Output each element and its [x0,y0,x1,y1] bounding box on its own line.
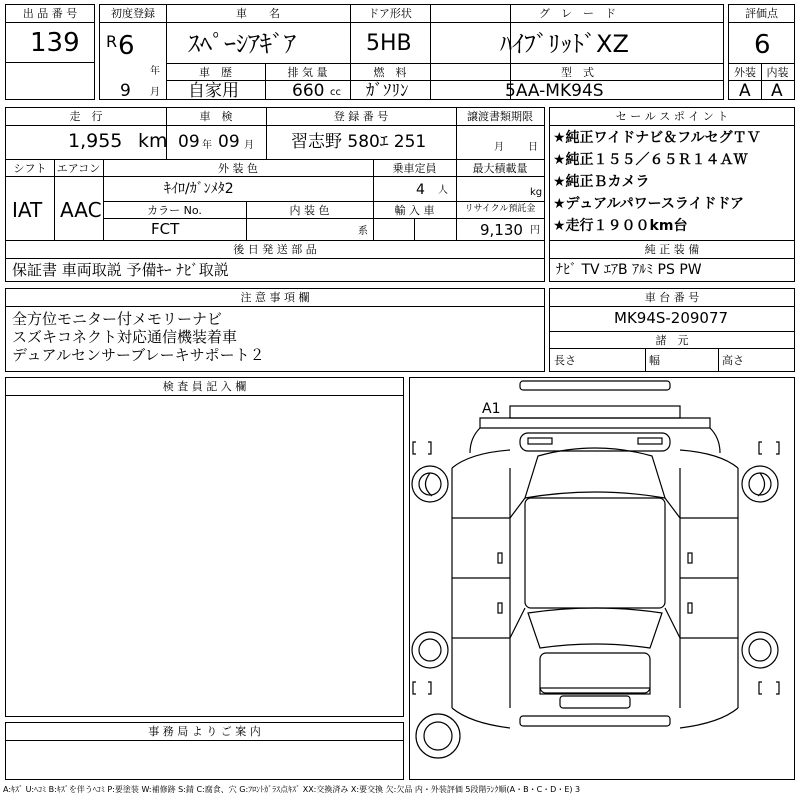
width-label: 幅 [649,354,660,367]
recycle-label: リサイクル預託金 [464,204,536,214]
inspector-box [5,377,404,717]
chassis-value: MK94S-209077 [614,309,729,327]
car-outline-diagram [410,378,794,779]
displacement-value: 660 [292,81,325,101]
equipment-value: ﾅﾋﾞ TV ｴｱB ｱﾙﾐ PS PW [556,262,702,278]
inspection-month: 09 [218,132,240,152]
notes-line: デュアルセンサーブレーキサポート２ [12,346,265,364]
import-label: 輸 入 車 [394,204,435,217]
color-label: 外 装 色 [218,162,258,175]
office-label: 事 務 局 よ り ご 案 内 [148,725,261,738]
notes-line: スズキコネクト対応通信機装着車 [12,328,238,346]
car-name-label: 車 名 [236,7,280,20]
month-unit: 月 [150,87,160,98]
transfer-day-unit: 日 [528,142,538,153]
length-label: 長さ [554,354,576,367]
door-value: 5HB [366,31,412,56]
capacity-value: 4 [416,182,425,198]
model-value: 5AA-MK94S [505,81,604,101]
load-label: 最大積載量 [472,162,528,175]
inspection-label: 車 検 [199,110,233,123]
door-label: ドア形状 [368,7,412,20]
plate-label: 登 録 番 号 [333,110,389,123]
ext-grade-value: A [739,81,751,101]
year-unit: 年 [150,66,160,77]
shift-value: IAT [12,198,43,222]
selling-point-item: ★純正１５５／６５Ｒ１４ＡＷ [553,152,748,168]
selling-point-item: ★純正Ｂカメラ [553,174,650,190]
lot-number: 139 [30,28,80,58]
score-box [728,4,795,100]
chassis-label: 車 台 番 号 [644,291,700,304]
office-box [5,722,404,780]
inspection-year-unit: 年 [202,140,212,151]
equipment-label: 純 正 装 備 [644,243,700,256]
mileage-value: 1,955 [68,130,123,152]
displacement-unit: cc [330,87,341,98]
int-color-unit: 系 [358,226,368,237]
equipment-box [549,240,795,282]
transfer-month-unit: 月 [494,142,504,153]
recycle-unit: 円 [530,225,540,236]
ext-grade-label: 外装 [734,66,756,79]
parts-box [5,240,545,282]
height-label: 高さ [722,354,744,367]
fuel-label: 燃 料 [373,66,407,79]
lot-box [5,4,95,100]
capacity-unit: 人 [438,185,448,196]
history-value: 自家用 [188,81,239,101]
int-grade-value: A [771,81,783,101]
selling-point-item: ★純正ワイドナビ＆フルセグＴＶ [553,130,761,146]
color-no-label: カラー No. [147,204,202,217]
recycle-value: 9,130 [480,221,523,239]
capacity-label: 乗車定員 [392,162,437,175]
month-value: 9 [120,81,131,101]
dims-label: 諸 元 [655,334,689,347]
notes-label: 注 意 事 項 欄 [240,291,310,304]
int-grade-label: 内装 [766,66,789,79]
load-unit: kg [530,187,543,198]
era-value: R [106,32,118,51]
grade-label: グ レ ー ド [539,7,616,20]
chassis-box [549,288,795,372]
inspection-year: 09 [178,132,200,152]
transfer-label: 譲渡書類期限 [467,110,533,123]
grade-value: ﾊｲﾌﾞﾘｯﾄﾞXZ [500,30,629,58]
inspection-month-unit: 月 [244,140,254,151]
ac-label: エアコン [56,162,101,175]
fuel-value: ｶﾞｿﾘﾝ [366,81,409,101]
parts-label: 後 日 発 送 部 品 [233,243,317,256]
lot-label: 出 品 番 号 [22,7,78,20]
selling-point-item: ★走行１９００km台 [553,218,688,234]
selling-point-item: ★デュアルパワースライドドア [553,196,745,212]
parts-value: 保証書 車両取説 予備ｷｰ ﾅﾋﾞ取説 [12,261,229,279]
score-label: 評価点 [745,7,778,20]
damage-mark-a1: A1 [482,401,501,417]
color-value: ｷｲﾛ/ｶﾞﾝﾒﾀ2 [164,181,234,197]
color-no-value: FCT [151,220,180,238]
car-diagram [409,377,795,780]
int-color-label: 内 装 色 [289,204,330,217]
mileage-label: 走 行 [69,110,103,123]
legend-text: A:ｷｽﾞ U:ﾍｺﾐ B:ｷｽﾞを伴うﾍｺﾐ P:要塗装 W:補修跡 S:錆 C:腐食、穴 G:ﾌﾛﾝﾄｶﾞﾗｽ点ｷｽﾞ XX:交換済み X:要交換 欠:欠品 内・外装評価 5段階ﾗﾝｸ順(A・B・C・D・E) 3 [3,785,581,794]
first-reg-label: 初度登録 [111,7,155,20]
mileage-unit: km [138,130,168,152]
year-value: 6 [118,31,135,61]
score-value: 6 [754,30,771,60]
details-box [5,107,545,243]
car-name: ｽﾍﾟｰｼｱｷﾞｱ [188,30,296,58]
ac-value: AAC [60,198,102,222]
notes-box [5,288,545,372]
history-label: 車 歴 [199,66,232,79]
notes-line: 全方位モニター付メモリーナビ [12,310,223,328]
plate-value: 習志野 580ｴ 251 [291,132,427,152]
vehicle-info-box [99,4,724,100]
shift-label: シフト [13,162,47,175]
selling-points-label: セ ー ル ス ポ イ ン ト [615,110,729,123]
displacement-label: 排 気 量 [287,66,328,79]
inspector-label: 検 査 員 記 入 欄 [162,380,247,393]
selling-points-box [549,107,795,243]
model-label: 型 式 [561,66,594,79]
